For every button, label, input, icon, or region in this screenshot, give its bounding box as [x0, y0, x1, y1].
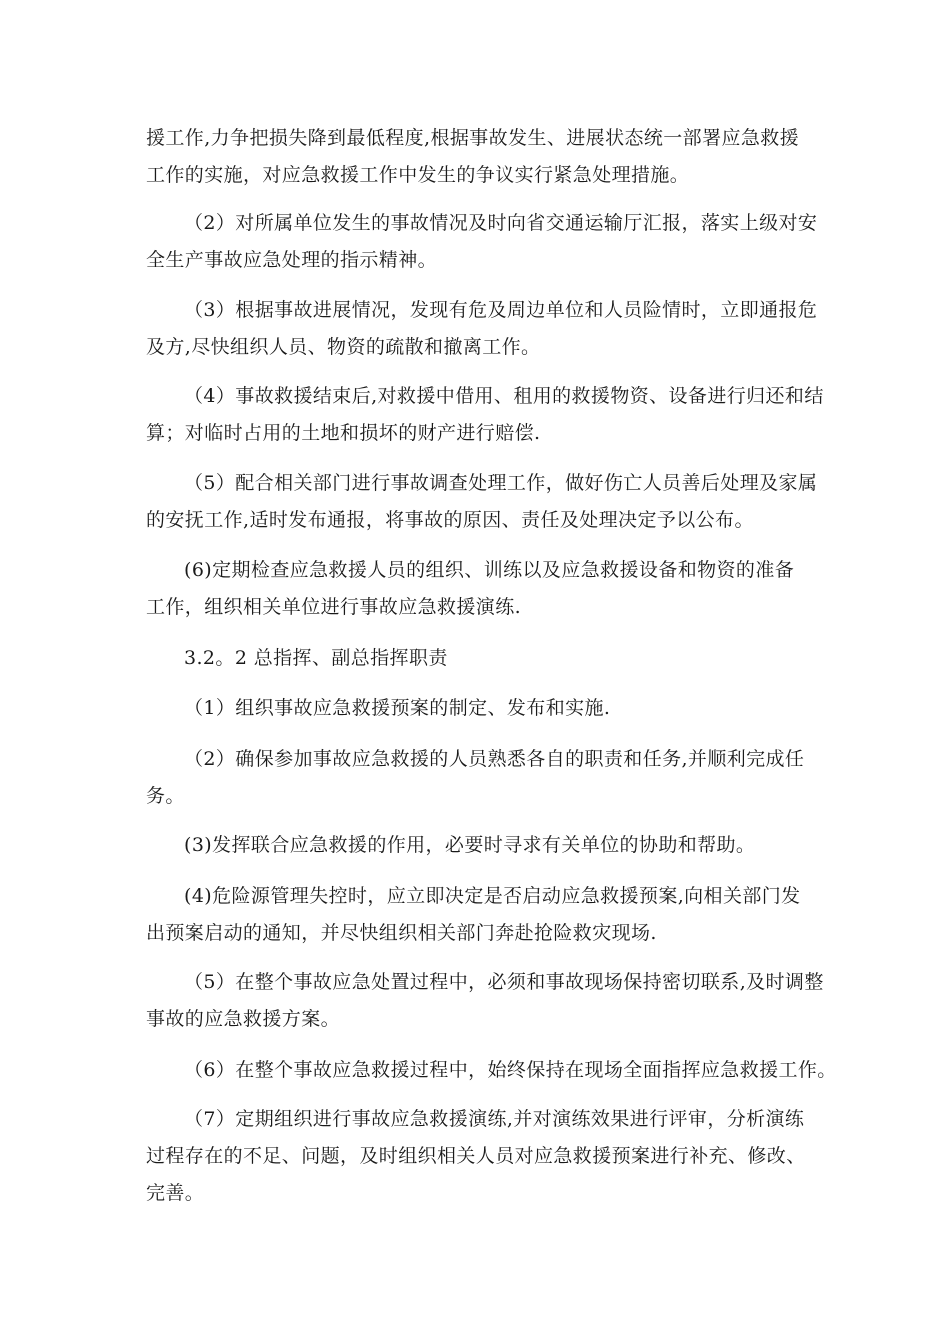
paragraph-commander-item-4 [146, 878, 836, 952]
text-line: （6）在整个事故应急救援过程中，始终保持在现场全面指挥应急救援工作。 [184, 1059, 837, 1081]
text-line: 过程存在的不足、问题，及时组织相关人员对应急救援预案进行补充、修改、 [146, 1145, 806, 1167]
text-line: 援工作,力争把损失降到最低程度,根据事故发生、进展状态统一部署应急救援 [146, 127, 800, 149]
text-line: （3）根据事故进展情况，发现有危及周边单位和人员险情时，立即通报危 [184, 299, 818, 321]
text-line: 事故的应急救援方案。 [146, 1008, 341, 1030]
paragraph-item-6-inspection [146, 552, 836, 626]
paragraph-item-5-investigation [146, 465, 836, 539]
text-line: （2）对所属单位发生的事故情况及时向省交通运输厅汇报，落实上级对安 [184, 212, 818, 234]
paragraph-commander-item-5 [146, 964, 836, 1038]
text-line: 算；对临时占用的土地和损坏的财产进行赔偿. [146, 422, 541, 444]
text-line: 出预案启动的通知，并尽快组织相关部门奔赴抢险救灾现场. [146, 922, 657, 944]
text-line: (4)危险源管理失控时，应立即决定是否启动应急救援预案,向相关部门发 [184, 885, 801, 907]
paragraph-commander-item-2 [146, 741, 836, 815]
paragraph-rescue-work [146, 120, 836, 194]
text-line: 及方,尽快组织人员、物资的疏散和撤离工作。 [146, 336, 541, 358]
text-line: 的安抚工作,适时发布通报，将事故的原因、责任及处理决定予以公布。 [146, 509, 754, 531]
text-line: (3)发挥联合应急救援的作用，必要时寻求有关单位的协助和帮助。 [184, 834, 756, 856]
text-line: （2）确保参加事故应急救援的人员熟悉各自的职责和任务,并顺利完成任 [184, 748, 805, 770]
text-line: （4）事故救援结束后,对救援中借用、租用的救援物资、设备进行归还和结 [184, 385, 824, 407]
text-line: （1）组织事故应急救援预案的制定、发布和实施. [184, 697, 611, 719]
paragraph-commander-item-6 [146, 1052, 836, 1089]
paragraph-commander-item-7 [146, 1101, 836, 1212]
paragraph-item-4-settlement [146, 378, 836, 452]
text-line: 工作，组织相关单位进行事故应急救援演练. [146, 596, 522, 618]
text-line: （7）定期组织进行事故应急救援演练,并对演练效果进行评审，分析演练 [184, 1108, 805, 1130]
text-line: 全生产事故应急处理的指示精神。 [146, 249, 438, 271]
text-line: 3.2。2 总指挥、副总指挥职责 [184, 647, 448, 669]
text-line: （5）在整个事故应急处置过程中，必须和事故现场保持密切联系,及时调整 [184, 971, 824, 993]
text-line: （5）配合相关部门进行事故调查处理工作，做好伤亡人员善后处理及家属 [184, 472, 818, 494]
text-line: 工作的实施，对应急救援工作中发生的争议实行紧急处理措施。 [146, 164, 690, 186]
text-line: 完善。 [146, 1182, 205, 1204]
paragraph-commander-item-1 [146, 690, 836, 727]
text-line: 务。 [146, 785, 185, 807]
text-line: (6)定期检查应急救援人员的组织、训练以及应急救援设备和物资的准备 [184, 559, 795, 581]
paragraph-commander-item-3 [146, 827, 836, 864]
section-heading-3-2-2 [146, 640, 836, 677]
paragraph-item-3-notify [146, 292, 836, 366]
paragraph-item-2-report [146, 205, 836, 279]
